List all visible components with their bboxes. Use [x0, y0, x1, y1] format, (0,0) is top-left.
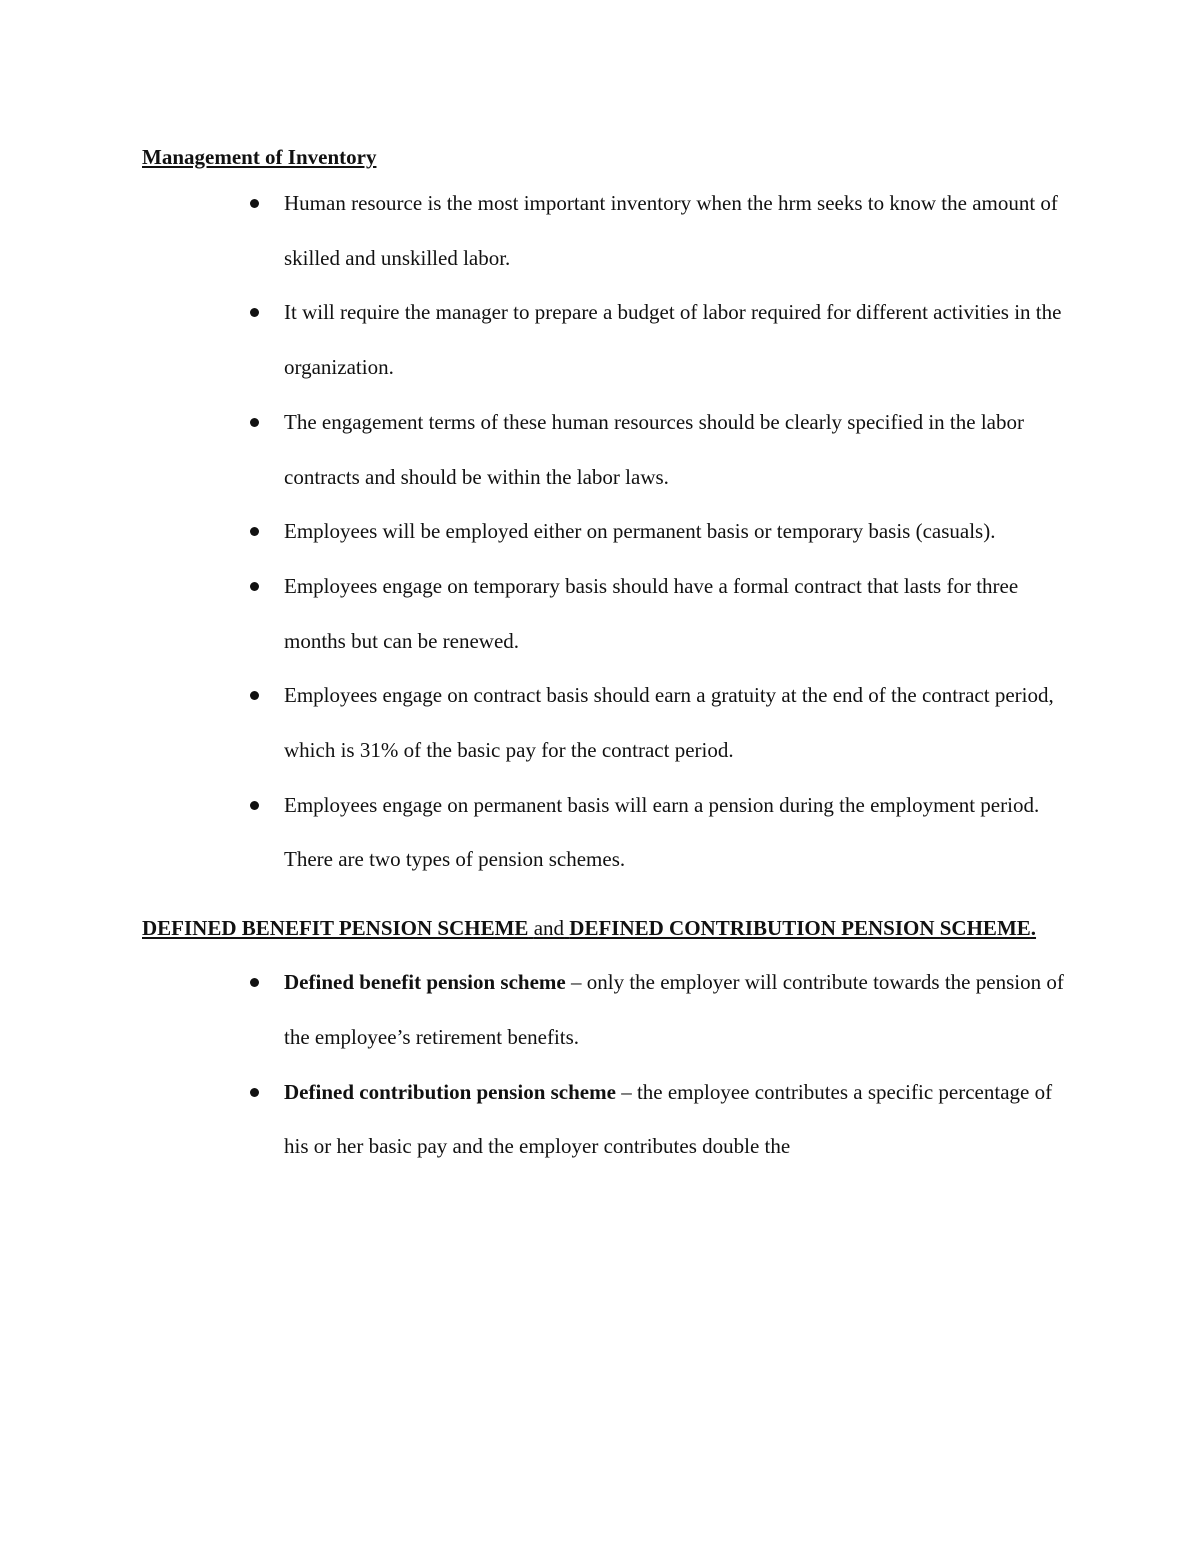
list-item-text: – the employee contributes a specific percentage of his or her basic pay and the employer contributes double the [284, 1079, 1053, 1159]
bullet-icon [250, 691, 259, 700]
list-item-text: It will require the manager to prepare a budget of labor required for different activities in the organization. [284, 300, 1062, 380]
list-item [142, 1065, 1064, 1174]
list-item-term: Defined benefit pension scheme [284, 970, 566, 995]
bullet-icon [250, 978, 259, 987]
list-item-text: Employees engage on contract basis should earn a gratuity at the end of the contract period, which is 31% of the basic pay for the contract period. [284, 683, 1054, 763]
list-item-text: Employees engage on temporary basis should have a formal contract that lasts for three months but can be renewed. [284, 573, 1019, 653]
bullet-icon [250, 582, 259, 591]
list-item [142, 176, 1064, 285]
list-item-text: Employees engage on permanent basis will earn a pension during the employment period. There are two types of pension schemes. [284, 792, 1040, 872]
inventory-bullet-list [142, 176, 1062, 887]
section-title-management-of-inventory: Management of Inventory [142, 145, 377, 169]
list-item [142, 559, 1064, 668]
list-item [142, 668, 1064, 777]
bullet-icon [250, 527, 259, 536]
section-title-pension-schemes [142, 901, 1062, 955]
list-item [142, 504, 1064, 559]
pension-heading-part-1: DEFINED BENEFIT PENSION SCHEME [142, 916, 529, 941]
list-item [142, 395, 1064, 504]
pension-heading-joiner: and [533, 916, 565, 941]
list-item [142, 778, 1064, 887]
list-item [142, 285, 1064, 394]
list-item [142, 955, 1064, 1064]
bullet-icon [250, 308, 259, 317]
list-item-text: Employees will be employed either on permanent basis or temporary basis (casuals). [284, 519, 996, 544]
list-item-text: The engagement terms of these human resources should be clearly specified in the labor contracts and should be within the labor laws. [284, 409, 1024, 489]
bullet-icon [250, 199, 259, 208]
list-item-text: – only the employer will contribute towards the pension of the employee’s retirement benefits. [284, 970, 1064, 1049]
pension-heading [142, 901, 1062, 955]
bullet-icon [250, 418, 259, 427]
document-body [142, 138, 1062, 1174]
list-item-term: Defined contribution pension scheme [284, 1079, 616, 1104]
bullet-icon [250, 1088, 259, 1097]
bullet-icon [250, 801, 259, 810]
pension-heading-part-2: DEFINED CONTRIBUTION PENSION SCHEME. [569, 916, 1037, 941]
pension-bullet-list [142, 955, 1062, 1174]
list-item-text: Human resource is the most important inventory when the hrm seeks to know the amount of skilled and unskilled labor. [284, 191, 1058, 270]
